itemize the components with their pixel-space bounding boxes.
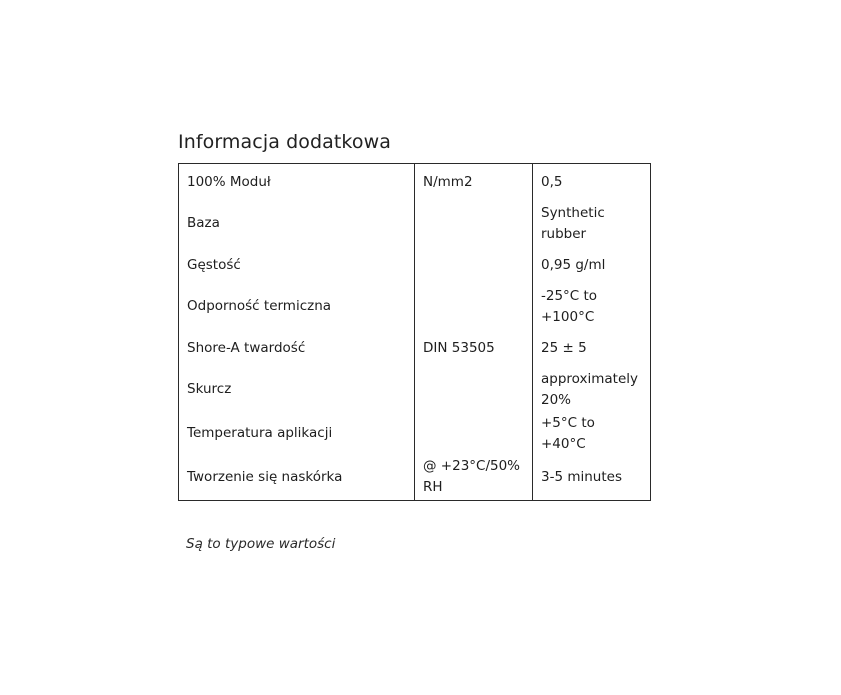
property-value: Synthetic rubber <box>533 201 651 247</box>
property-value: 0,95 g/ml <box>533 247 651 284</box>
table-row <box>179 413 651 455</box>
section-heading: Informacja dodatkowa <box>178 131 391 153</box>
table-row <box>179 284 651 330</box>
property-value: -25°C to +100°C <box>533 284 651 330</box>
property-name: Temperatura aplikacji <box>187 425 333 441</box>
table-row <box>179 367 651 413</box>
property-standard: N/mm2 <box>415 164 533 201</box>
table-row <box>179 455 651 501</box>
property-standard <box>415 247 533 284</box>
table-row <box>179 330 651 367</box>
table-row <box>179 247 651 284</box>
property-name: Shore-A twardość <box>187 339 306 356</box>
property-standard <box>415 413 533 455</box>
property-name: Odporność termiczna <box>187 298 332 314</box>
property-name: Skurcz <box>187 381 232 397</box>
property-name: Tworzenie się naskórka <box>187 468 343 485</box>
property-name: Baza <box>187 215 220 231</box>
property-name: Gęstość <box>187 256 241 273</box>
property-value: +5°C to +40°C <box>533 413 651 455</box>
property-standard <box>415 367 533 413</box>
property-value: 0,5 <box>533 164 651 201</box>
property-standard <box>415 201 533 247</box>
table-row <box>179 164 651 201</box>
specifications-table <box>178 163 651 501</box>
table-row <box>179 201 651 247</box>
property-value: 3-5 minutes <box>533 455 651 501</box>
footnote: Są to typowe wartości <box>186 536 336 552</box>
property-standard <box>415 284 533 330</box>
property-standard: @ +23°C/50% RH <box>415 455 533 501</box>
property-standard: DIN 53505 <box>415 330 533 367</box>
property-name: 100% Moduł <box>187 173 271 190</box>
property-value: 25 ± 5 <box>533 330 651 367</box>
property-value: approximately 20% <box>533 367 651 413</box>
